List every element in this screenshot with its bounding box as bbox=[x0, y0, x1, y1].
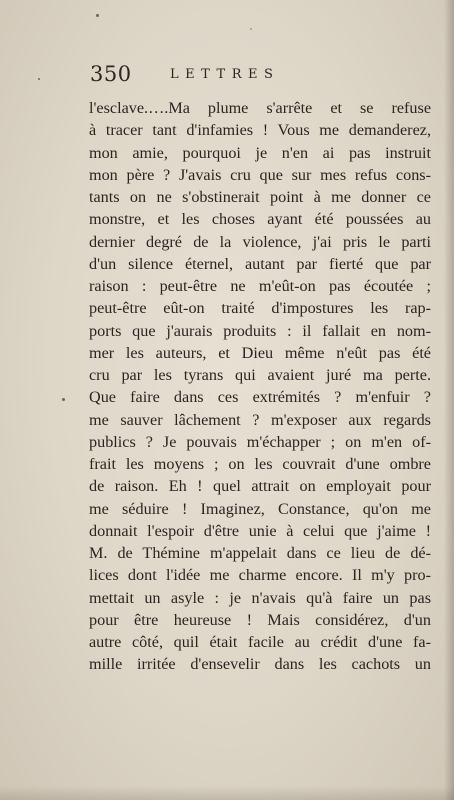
text-line: M. de Thémine m'appelait dans ce lieu de dé- bbox=[89, 544, 431, 562]
paper-speck bbox=[62, 398, 65, 401]
text-line: mille irritée d'ensevelir dans les cachots un bbox=[89, 655, 431, 674]
page-number: 350 bbox=[90, 62, 132, 86]
text-line: donnait l'espoir d'être unie à celui que j'aime ! bbox=[89, 521, 431, 540]
text-line: me séduire ! Imaginez, Constance, qu'on me bbox=[89, 499, 431, 518]
text-line: peut-être eût-on traité d'impostures les rap- bbox=[89, 299, 431, 318]
page-bottom-shadow bbox=[0, 786, 454, 800]
paper-speck bbox=[96, 14, 99, 17]
text-line: cru par les tyrans qui avaient juré ma perte. bbox=[89, 366, 431, 384]
page-edge-shadow bbox=[444, 0, 454, 800]
text-line: mon amie, pourquoi je n'en ai pas instruit bbox=[89, 143, 431, 162]
text-line: l'esclave.….Ma plume s'arrête et se refuse bbox=[89, 99, 431, 117]
running-title: LETTRES bbox=[170, 67, 280, 82]
text-line: à tracer tant d'infamies ! Vous me demanderez, bbox=[89, 121, 431, 140]
paper-speck bbox=[38, 78, 40, 80]
text-line: pour être heureuse ! Mais considérez, d'un bbox=[89, 610, 431, 629]
text-line: lices dont l'idée me charme encore. Il m'y pro- bbox=[89, 566, 431, 585]
text-line: autre côté, quil était facile au crédit d'une fa- bbox=[89, 633, 431, 651]
text-line: mon père ? J'avais cru que sur mes refus cons- bbox=[89, 165, 431, 184]
text-line: ports que j'aurais produits : il fallait en nom- bbox=[89, 321, 431, 340]
text-line: publics ? Je pouvais m'échapper ; on m'en of- bbox=[89, 432, 431, 451]
text-line: raison : peut-être ne m'eût-on pas écoutée ; bbox=[89, 277, 431, 295]
text-line: frait les moyens ; on les couvrait d'une ombre bbox=[89, 455, 431, 473]
text-line: monstre, et les choses ayant été poussées au bbox=[89, 210, 431, 229]
text-line: mer les auteurs, et Dieu même n'eût pas été bbox=[89, 343, 431, 362]
page-header bbox=[90, 62, 430, 84]
text-line: me sauver lâchement ? m'exposer aux regards bbox=[89, 410, 431, 429]
text-line: mettait un asyle : je n'avais qu'à faire un pas bbox=[89, 588, 431, 607]
letter-text bbox=[89, 97, 431, 676]
text-line: de raison. Eh ! quel attrait on employait pour bbox=[89, 477, 431, 496]
paper-speck bbox=[250, 28, 252, 30]
text-line: dernier degré de la violence, j'ai pris le parti bbox=[89, 232, 431, 251]
text-line: Que faire dans ces extrémités ? m'enfuir ? bbox=[89, 388, 431, 407]
text-line: tants on ne s'obstinerait point à me donner ce bbox=[89, 188, 431, 206]
text-line: d'un silence éternel, autant par fierté que par bbox=[89, 254, 431, 273]
